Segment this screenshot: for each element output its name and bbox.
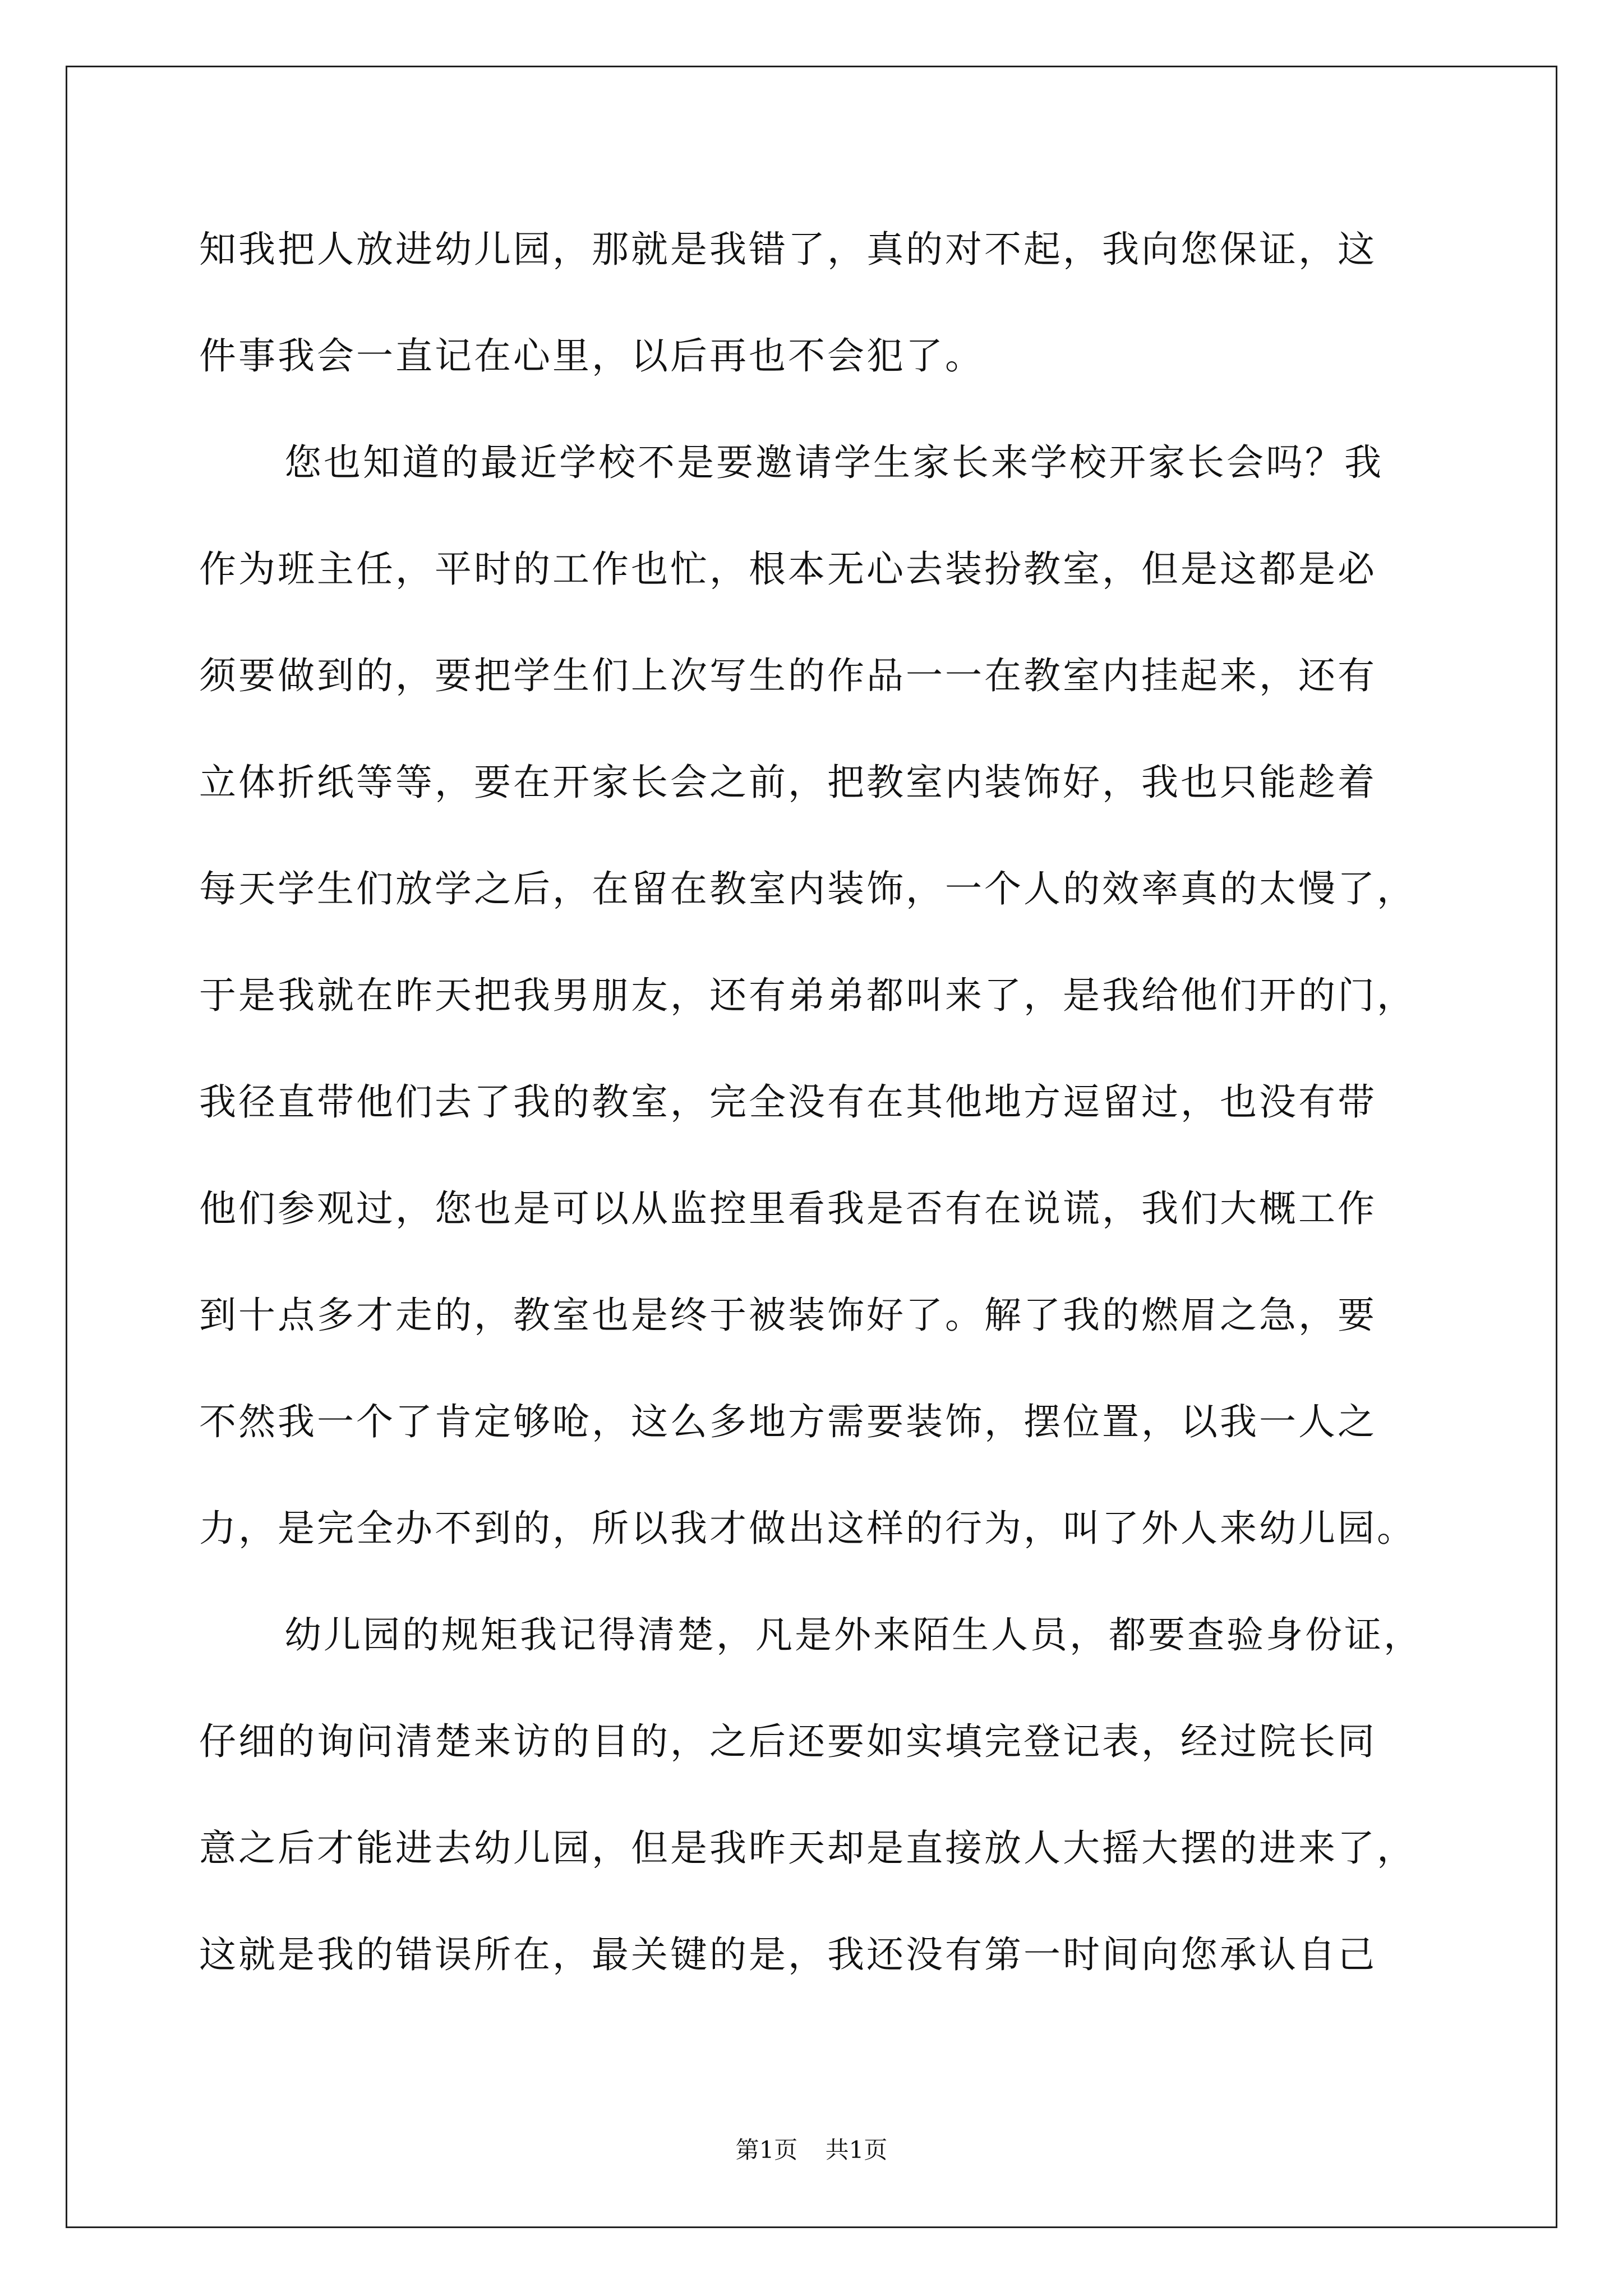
text-line: 他们参观过，您也是可以从监控里看我是否有在说谎，我们大概工作 xyxy=(199,1187,1377,1230)
text-line: 件事我会一直记在心里，以后再也不会犯了。 xyxy=(199,334,984,378)
text-line: 每天学生们放学之后，在留在教室内装饰，一个人的效率真的太慢了， xyxy=(199,867,1416,910)
text-line: 作为班主任，平时的工作也忙，根本无心去装扮教室，但是这都是必 xyxy=(199,547,1377,591)
paragraph-start-line: 幼儿园的规矩我记得清楚，凡是外来陌生人员，都要查验身份证， xyxy=(284,1613,1423,1657)
text-line: 我径直带他们去了我的教室，完全没有在其他地方逗留过，也没有带 xyxy=(199,1080,1377,1124)
text-line: 意之后才能进去幼儿园，但是我昨天却是直接放人大摇大摆的进来了， xyxy=(199,1826,1416,1870)
page-count: 共1页 xyxy=(825,2136,888,2164)
text-line: 这就是我的错误所在，最关键的是，我还没有第一时间向您承认自己 xyxy=(199,1933,1377,1976)
text-line: 仔细的询问清楚来访的目的，之后还要如实填完登记表，经过院长同 xyxy=(199,1720,1377,1763)
text-line: 到十点多才走的，教室也是终于被装饰好了。解了我的燃眉之急，要 xyxy=(199,1294,1377,1337)
text-line: 立体折纸等等，要在开家长会之前，把教室内装饰好，我也只能趁着 xyxy=(199,761,1377,804)
page-footer xyxy=(0,2136,1623,2164)
page-number: 第1页 xyxy=(735,2136,798,2164)
text-line: 于是我就在昨天把我男朋友，还有弟弟都叫来了，是我给他们开的门， xyxy=(199,974,1416,1017)
paragraph-start-line: 您也知道的最近学校不是要邀请学生家长来学校开家长会吗？我 xyxy=(284,441,1384,484)
text-line: 不然我一个了肯定够呛，这么多地方需要装饰，摆位置，以我一人之 xyxy=(199,1400,1377,1443)
text-line: 须要做到的，要把学生们上次写生的作品一一在教室内挂起来，还有 xyxy=(199,654,1377,697)
text-line: 知我把人放进幼儿园，那就是我错了，真的对不起，我向您保证，这 xyxy=(199,228,1377,271)
text-line: 力，是完全办不到的，所以我才做出这样的行为，叫了外人来幼儿园。 xyxy=(199,1507,1416,1550)
document-body xyxy=(199,216,1427,2028)
